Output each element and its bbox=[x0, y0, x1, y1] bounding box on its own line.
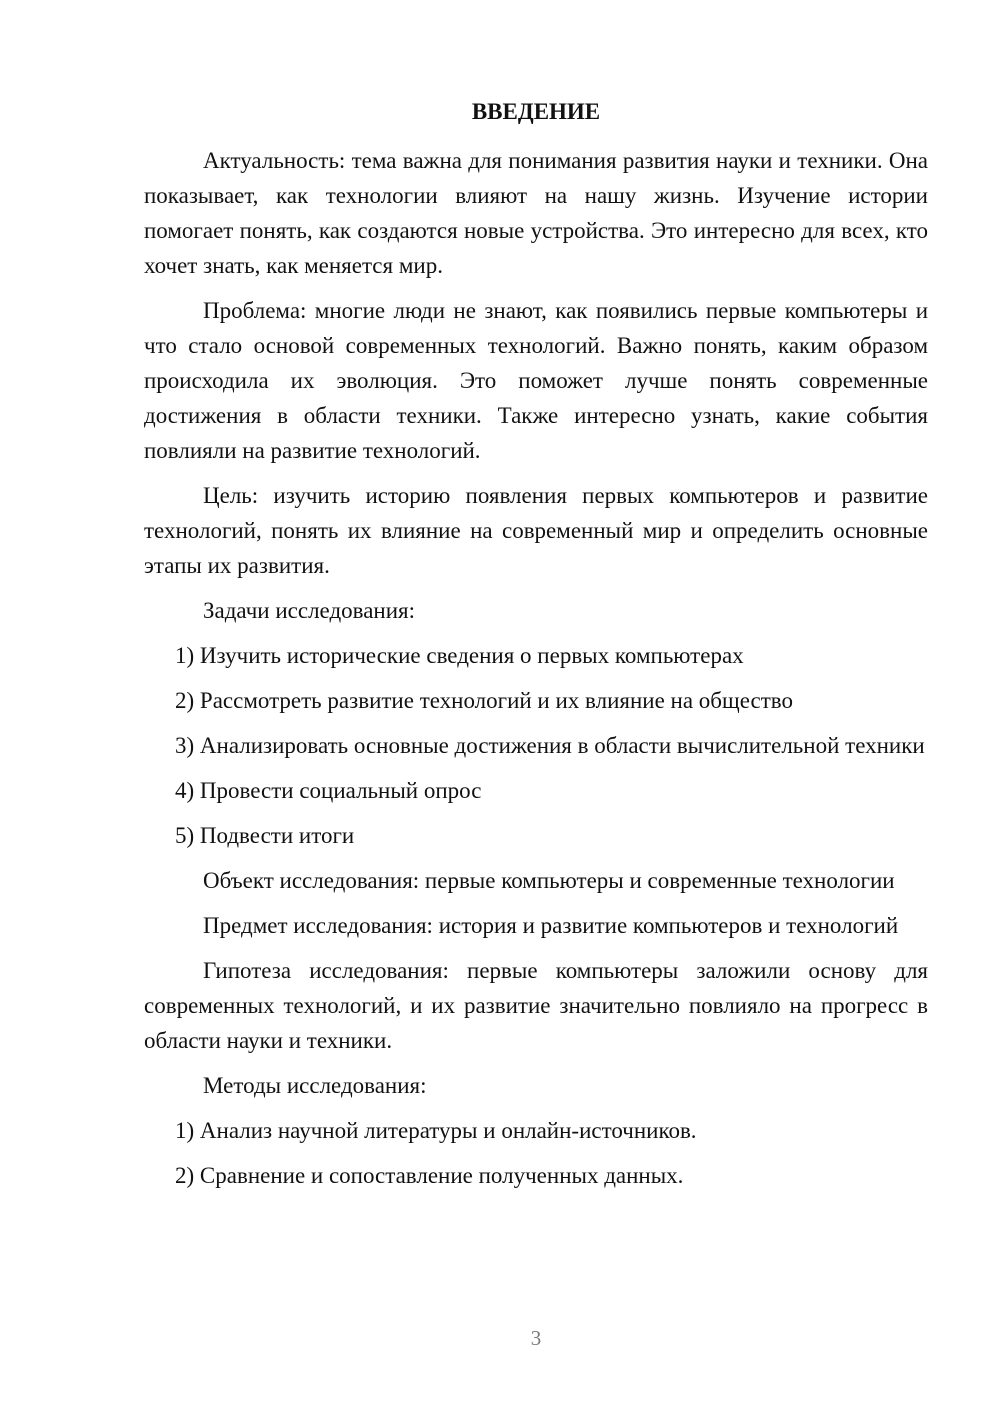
problem-paragraph: Проблема: многие люди не знают, как появились первые компьютеры и что стало основой современных технологий. Важно понять, каким образом происходила их эволюция. Это поможет лучше понять современные достижения в области техники. Также интересно узнать, какие события повлияли на развитие технологий. bbox=[144, 298, 928, 463]
task-item: 5) Подвести итоги bbox=[175, 823, 355, 848]
tasks-heading: Задачи исследования: bbox=[203, 598, 416, 623]
task-item: 1) Изучить исторические сведения о первых компьютерах bbox=[175, 643, 744, 668]
relevance-paragraph: Актуальность: тема важна для понимания развития науки и техники. Она показывает, как технологии влияют на нашу жизнь. Изучение истории помогает понять, как создаются новые устройства. Это интересно для всех, кто хочет знать, как меняется мир. bbox=[144, 148, 928, 278]
method-item: 2) Сравнение и сопоставление полученных данных. bbox=[175, 1163, 684, 1188]
hypothesis-paragraph: Гипотеза исследования: первые компьютеры заложили основу для современных технологий, и их развитие значительно повлияло на прогресс в области науки и техники. bbox=[144, 958, 928, 1053]
page-number: 3 bbox=[530, 1326, 542, 1350]
page-title: ВВЕДЕНИЕ bbox=[471, 99, 601, 124]
task-item: 2) Рассмотреть развитие технологий и их влияние на общество bbox=[175, 688, 793, 713]
object-paragraph: Объект исследования: первые компьютеры и современные технологии bbox=[203, 868, 895, 893]
subject-paragraph: Предмет исследования: история и развитие компьютеров и технологий bbox=[203, 913, 899, 938]
task-item: 4) Провести социальный опрос bbox=[175, 778, 482, 803]
goal-paragraph: Цель: изучить историю появления первых компьютеров и развитие технологий, понять их влияние на современный мир и определить основные этапы их развития. bbox=[144, 483, 928, 578]
task-item: 3) Анализировать основные достижения в области вычислительной техники bbox=[175, 733, 925, 758]
page-content bbox=[144, 96, 928, 1203]
method-item: 1) Анализ научной литературы и онлайн-источников. bbox=[175, 1118, 697, 1143]
methods-heading: Методы исследования: bbox=[203, 1073, 427, 1098]
